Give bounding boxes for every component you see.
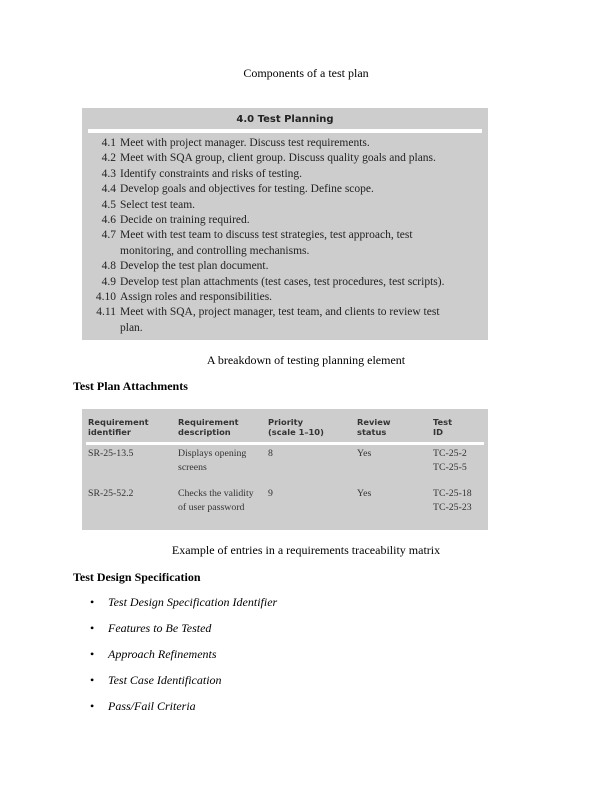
item-text: Meet with SQA group, client group. Discuss quality goals and plans. xyxy=(120,152,436,165)
item-number: 4.11 xyxy=(96,306,116,319)
column-header: description xyxy=(178,427,231,437)
traceability-matrix-figure xyxy=(82,409,488,530)
heading-test-plan-attachments: Test Plan Attachments xyxy=(73,379,188,393)
column-header: identifier xyxy=(88,427,131,437)
table-cell: Yes xyxy=(357,488,372,499)
divider xyxy=(86,442,484,445)
item-text: Meet with SQA, project manager, test team, and clients to review test xyxy=(120,306,440,319)
test-planning-figure xyxy=(82,108,488,340)
table-cell: TC-25-2 xyxy=(433,448,467,459)
bullet-text: Pass/Fail Criteria xyxy=(108,699,196,713)
bullet-icon: • xyxy=(90,595,95,609)
item-text-continued: plan. xyxy=(120,321,143,334)
item-text: Assign roles and responsibilities. xyxy=(120,291,273,303)
item-number: 4.6 xyxy=(101,214,116,226)
table-cell: SR-25-52.2 xyxy=(88,488,134,499)
column-header: status xyxy=(357,427,387,437)
table-cell: Yes xyxy=(357,448,372,459)
item-number: 4.8 xyxy=(101,260,116,273)
list-item xyxy=(101,152,436,165)
list-item xyxy=(101,229,413,242)
list-item xyxy=(101,137,370,149)
item-number: 4.5 xyxy=(101,198,116,211)
item-number: 4.10 xyxy=(95,291,116,303)
bullet-text: Test Case Identification xyxy=(108,673,222,687)
caption-breakdown: A breakdown of testing planning element xyxy=(206,353,406,367)
table-cell: TC-25-5 xyxy=(433,462,467,473)
column-header: Requirement xyxy=(178,417,239,427)
item-number: 4.1 xyxy=(101,137,116,149)
list-item xyxy=(101,167,303,180)
list-item xyxy=(96,306,440,319)
item-number: 4.7 xyxy=(101,229,116,242)
bullet-icon: • xyxy=(90,621,95,635)
item-text: Select test team. xyxy=(120,198,196,211)
bullet-icon: • xyxy=(90,647,95,661)
item-number: 4.4 xyxy=(101,183,116,196)
column-header: Requirement xyxy=(88,417,149,427)
item-text: Decide on training required. xyxy=(120,214,250,226)
item-text: Develop the test plan document. xyxy=(120,260,269,273)
table-cell: 8 xyxy=(268,448,273,459)
table-cell: Checks the validity xyxy=(178,488,254,499)
divider xyxy=(88,129,482,133)
list-item xyxy=(101,275,445,288)
column-header: Priority xyxy=(268,417,304,427)
item-text: Meet with test team to discuss test strategies, test approach, test xyxy=(120,229,413,242)
list-item xyxy=(101,214,250,226)
item-text: Develop goals and objectives for testing. Define scope. xyxy=(120,183,374,196)
item-number: 4.3 xyxy=(101,167,116,180)
item-number: 4.2 xyxy=(101,152,116,165)
bullet-text: Features to Be Tested xyxy=(108,621,212,635)
column-header: ID xyxy=(433,427,443,437)
list-item xyxy=(101,198,196,211)
bullet-icon: • xyxy=(90,673,95,687)
caption-components: Components of a test plan xyxy=(243,66,369,80)
table-cell: TC-25-23 xyxy=(433,502,472,513)
table-cell: SR-25-13.5 xyxy=(88,448,134,459)
column-header: Test xyxy=(433,417,453,427)
figure-title: 4.0 Test Planning xyxy=(236,114,334,125)
table-cell: screens xyxy=(178,462,207,473)
bullet-text: Approach Refinements xyxy=(108,647,217,661)
item-text: Identify constraints and risks of testing. xyxy=(120,167,303,180)
column-header: Review xyxy=(357,417,391,427)
list-item xyxy=(95,291,273,303)
table-cell: Displays opening xyxy=(178,448,247,459)
column-header: (scale 1–10) xyxy=(268,427,324,437)
table-cell: of user password xyxy=(178,502,245,513)
item-text-continued: monitoring, and controlling mechanisms. xyxy=(120,244,310,257)
table-cell: 9 xyxy=(268,488,273,499)
bullet-icon: • xyxy=(90,699,95,713)
heading-test-design-specification: Test Design Specification xyxy=(73,570,201,584)
item-text: Develop test plan attachments (test cases, test procedures, test scripts). xyxy=(120,275,445,288)
table-cell: TC-25-18 xyxy=(433,488,472,499)
list-item xyxy=(101,183,374,196)
item-text: Meet with project manager. Discuss test requirements. xyxy=(120,137,370,149)
item-number: 4.9 xyxy=(101,275,116,288)
bullet-text: Test Design Specification Identifier xyxy=(108,595,278,609)
caption-matrix: Example of entries in a requirements traceability matrix xyxy=(171,543,441,557)
list-item xyxy=(101,260,269,273)
